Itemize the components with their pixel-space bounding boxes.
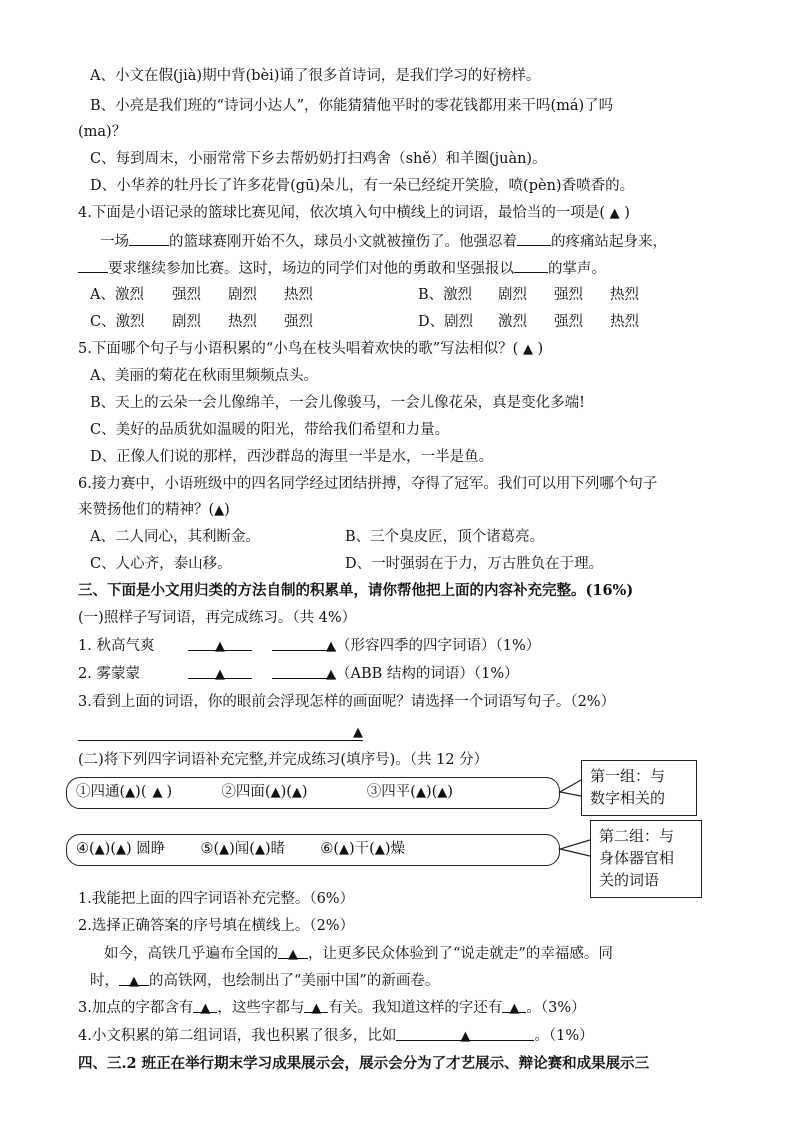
part1-item2: 2. 雾蒙蒙 ▲ ▲（ABB 结构的词语）（1%） (78, 664, 519, 684)
q3-option-a: A、小文在假(jià)期中背(bèi)诵了很多首诗词，是我们学习的好榜样。 (90, 68, 541, 84)
answer-marker-icon: ▲ (254, 842, 265, 857)
answer-marker-icon: ▲ (509, 1001, 520, 1016)
answer-marker-icon: ▲ (219, 842, 230, 857)
answer-blank[interactable] (278, 944, 308, 962)
answer-blank[interactable] (119, 971, 149, 989)
q3-option-b: B、小亮是我们班的“诗词小达人”，你能猜猜他平时的零花钱都用来干吗(má)了吗 (90, 98, 614, 114)
group1-callout: 第一组：与 数字相关的 (581, 760, 697, 816)
q6-stem-line1: 6.接力赛中，小语班级中的四名同学经过团结拼搏，夺得了冠军。我们可以用下列哪个句子 (78, 476, 658, 492)
exercise-4: 4.小文积累的第二组词语，我也积累了很多，比如 ▲ 。（1%） (78, 1026, 594, 1046)
word-group-2-row: ④(▲)(▲) 圆睁 ⑤(▲)闻(▲)睹 ⑥(▲)干(▲)燥 (76, 839, 405, 860)
callout1-pointer (560, 780, 581, 796)
section3-title: 三、下面是小文用归类的方法自制的积累单，请你帮他把上面的内容补充完整。(16%) (78, 582, 634, 599)
part1-item1: 1. 秋高气爽 ▲ ▲（形容四季的四字词语）（1%） (78, 636, 540, 656)
q4-option-c: C、激烈 剧烈 热烈 强烈 (90, 314, 313, 330)
q6-option-c: C、人心齐，泰山移。 (90, 556, 232, 572)
answer-marker-icon: ▲ (288, 947, 298, 962)
q3-option-d: D、小华养的牡丹长了许多花骨(gū)朵儿，有一朵已经绽开笑脸，喷(pèn)香喷香的。 (90, 178, 635, 194)
answer-marker-icon: ▲ (200, 1001, 211, 1016)
q6-stem-line2: 来赞扬他们的精神？(▲) (78, 500, 230, 521)
part1-item3: 3.看到上面的词语，你的眼前会浮现怎样的画面呢？请选择一个词语写句子。（2%） (78, 694, 616, 710)
answer-marker-icon: ▲ (215, 639, 225, 654)
q4-option-b: B、激烈 剧烈 强烈 热烈 (418, 287, 639, 303)
q5-option-c: C、美好的品质犹如温暖的阳光，带给我们希望和力量。 (90, 422, 450, 438)
answer-marker-icon: ▲ (152, 785, 163, 800)
answer-marker-icon: ▲ (214, 503, 225, 518)
answer-marker-icon: ▲ (270, 785, 281, 800)
q4-option-a: A、激烈 强烈 剧烈 热烈 (90, 287, 313, 303)
q3-option-c: C、每到周末，小丽常常下乡去帮奶奶打扫鸡舍（shě）和羊圈(juàn)。 (90, 151, 547, 167)
answer-marker-icon: ▲ (326, 639, 336, 654)
answer-marker-icon: ▲ (609, 206, 620, 221)
q5-stem: 5.下面哪个句子与小语积累的“小鸟在枝头唱着欢快的歌”写法相似？( ▲ ) (78, 339, 543, 360)
answer-blank[interactable] (502, 998, 526, 1016)
answer-marker-icon: ▲ (94, 842, 105, 857)
answer-marker-icon: ▲ (125, 785, 136, 800)
q5-option-b: B、天上的云朵一会儿像绵羊，一会儿像骏马，一会儿像花朵，真是变化多端! (90, 395, 585, 411)
q4-passage-line2: 要求继续参加比赛。这时，场边的同学们对他的勇敢和坚强报以 的掌声。 (78, 258, 606, 279)
part2-title: (二)将下列四字词语补充完整,并完成练习(填序号)。（共 12 分） (78, 752, 489, 768)
answer-marker-icon: ▲ (291, 785, 302, 800)
exercise-2-passage-line2: 时， ▲ 的高铁网，也绘制出了“美丽中国”的新画卷。 (90, 971, 439, 991)
group2-callout: 第二组：与 身体器官相 关的词语 (590, 820, 702, 898)
q6-option-a: A、二人同心，其利断金。 (90, 529, 260, 545)
q5-option-a: A、美丽的菊花在秋雨里频频点头。 (90, 368, 318, 384)
answer-marker-icon: ▲ (522, 342, 533, 357)
answer-blank[interactable] (396, 1026, 534, 1044)
answer-blank[interactable] (193, 998, 217, 1016)
answer-blank[interactable] (304, 998, 328, 1016)
q4-stem: 4.下面是小语记录的篮球比赛见闻，依次填入句中横线上的词语，最恰当的一项是( ▲ ) (78, 203, 630, 224)
answer-marker-icon: ▲ (374, 842, 385, 857)
q3-option-b-cont: (ma)？ (78, 124, 127, 140)
answer-marker-icon: ▲ (115, 842, 126, 857)
q5-option-d: D、正像人们说的那样，西沙群岛的海里一半是水，一半是鱼。 (90, 449, 494, 465)
exercise-2: 2.选择正确答案的序号填在横线上。（2%） (78, 918, 355, 934)
answer-marker-icon: ▲ (326, 667, 336, 682)
section4-title: 四、三.2 班正在举行期末学习成果展示会，展示会分为了才艺展示、辩论赛和成果展示三 (78, 1055, 650, 1072)
part1-title: (一)照样子写词语，再完成练习。（共 4%） (78, 610, 357, 626)
exercise-2-passage-line1: 如今，高铁几乎遍布全国的 ▲ ，让更多民众体验到了“说走就走”的幸福感。同 (104, 944, 613, 964)
answer-marker-icon: ▲ (339, 842, 350, 857)
answer-marker-icon: ▲ (129, 974, 139, 989)
q6-option-d: D、一时强弱在于力，万古胜负在于理。 (345, 556, 604, 572)
word-group-1-row: ①四通(▲)( ▲ ) ②四面(▲)(▲) ③四平(▲)(▲) (76, 782, 453, 803)
answer-marker-icon: ▲ (415, 785, 426, 800)
q6-option-b: B、三个臭皮匠，顶个诸葛亮。 (345, 529, 545, 545)
q4-passage-line1: 一场 的篮球赛刚开始不久，球员小文就被撞伤了。他强忍着 的疼痛站起身来， (100, 231, 667, 252)
answer-marker-icon: ▲ (215, 667, 225, 682)
answer-marker-icon: ▲ (311, 1001, 322, 1016)
q4-option-d: D、剧烈 激烈 强烈 热烈 (418, 314, 639, 330)
exercise-3: 3.加点的字都含有 ▲ ，这些字都与 ▲ 有关。我知道这样的字还有 ▲ 。（3%） (78, 998, 586, 1018)
answer-marker-icon: ▲ (437, 785, 448, 800)
callout2-pointer (560, 840, 590, 856)
answer-marker-icon: ▲ (353, 725, 363, 740)
exercise-1: 1.我能把上面的四字词语补充完整。（6%） (78, 891, 355, 907)
answer-marker-icon: ▲ (460, 1029, 471, 1044)
